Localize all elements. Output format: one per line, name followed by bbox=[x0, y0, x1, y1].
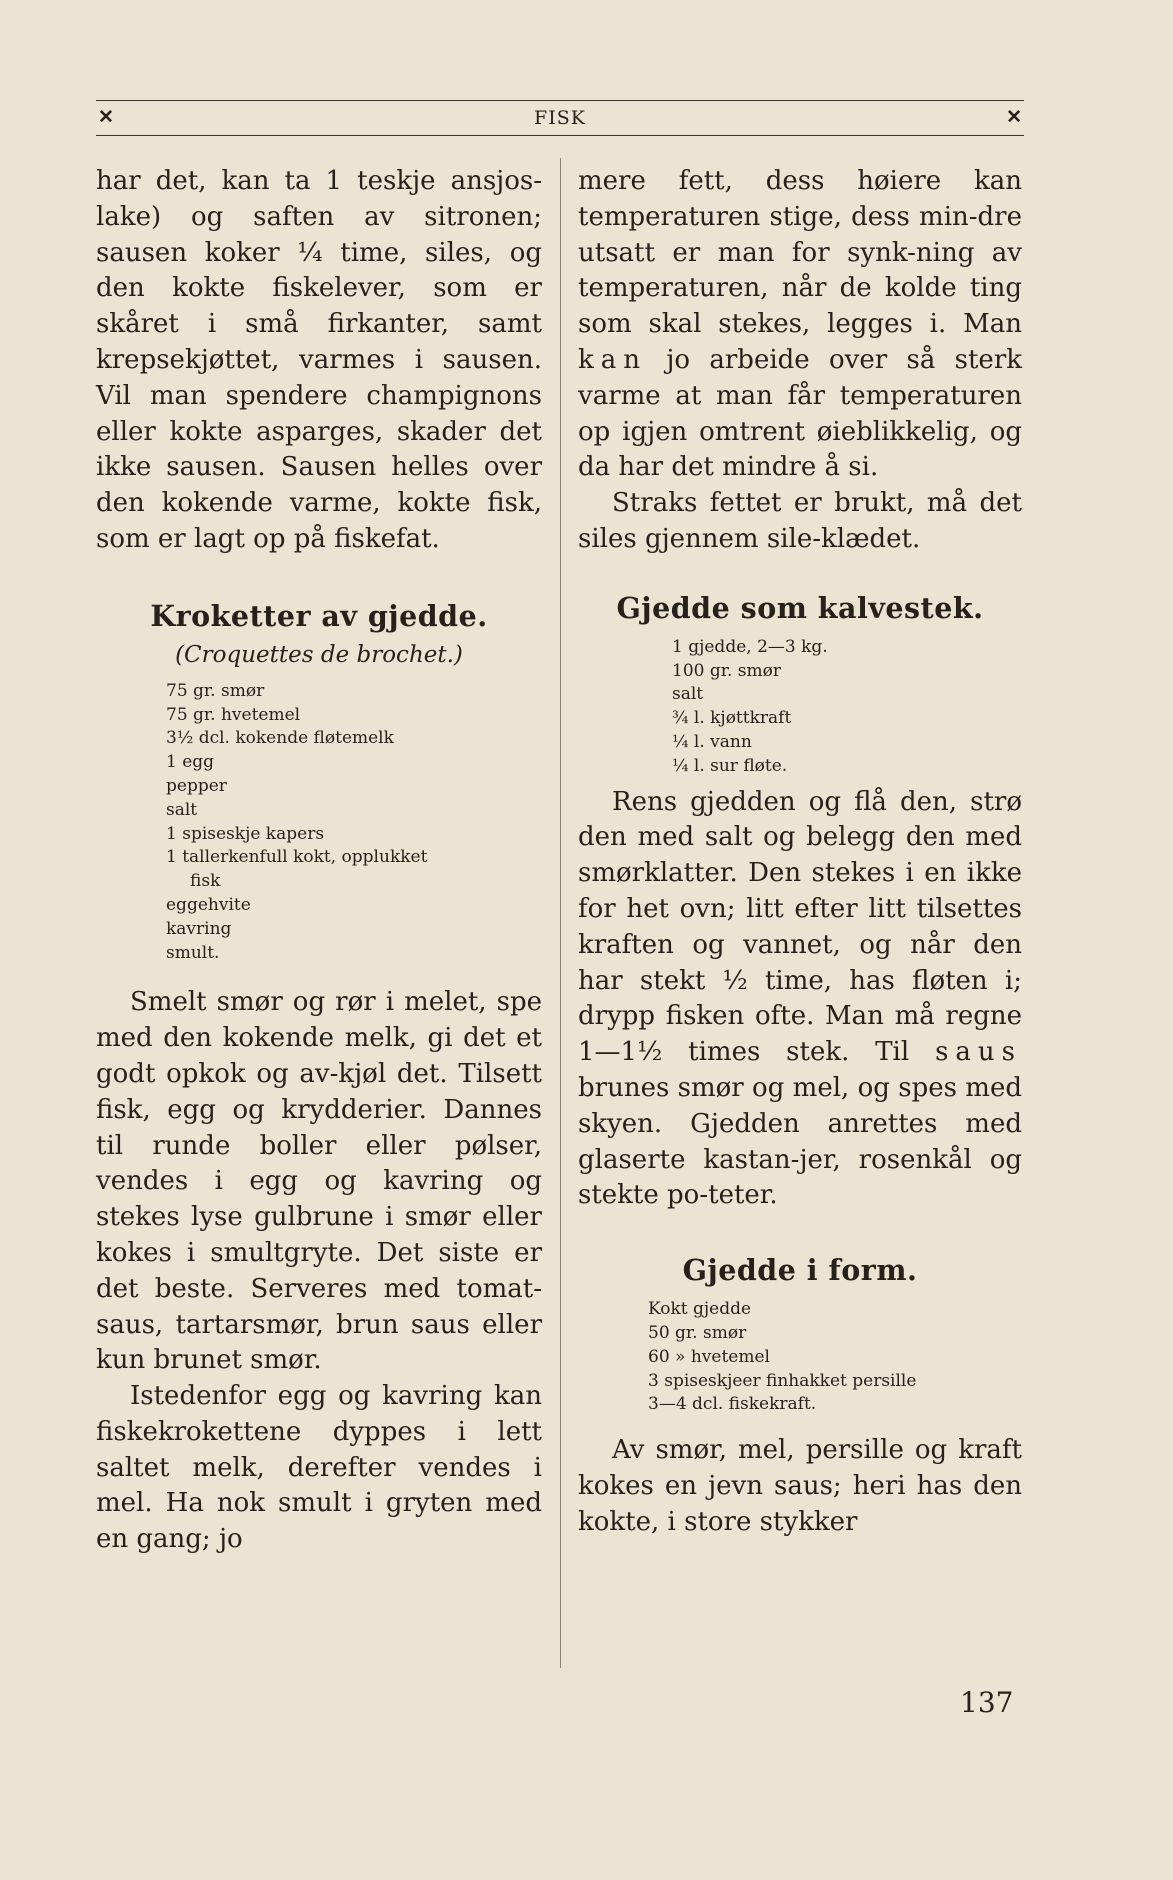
ingredient-item: 1 tallerkenfull kokt, opplukket bbox=[166, 847, 428, 868]
ingredient-item: 1 egg bbox=[166, 752, 215, 773]
ingredient-item: 3 spiseskjeer finhakket persille bbox=[648, 1370, 917, 1391]
method-paragraph-kroketter-2: Istedenfor egg og kavring kan fiskekrokettene dyppes i lett saltet melk, derefter vendes i mel. Ha nok smult i gryten med en gang; jo bbox=[96, 1381, 542, 1555]
method-paragraph-kalvestek bbox=[578, 785, 1022, 1215]
ingredient-item: salt bbox=[672, 684, 704, 705]
recipe-title-gjedde-i-form: Gjedde i form. bbox=[682, 1253, 918, 1288]
ornament-left-icon: ✕ bbox=[98, 106, 114, 128]
ingredient-item: Kokt gjedde bbox=[648, 1299, 752, 1320]
ingredient-item: pepper bbox=[166, 775, 227, 796]
page-number: 137 bbox=[960, 1686, 1014, 1719]
column-divider bbox=[560, 158, 561, 1668]
ingredient-item: ¼ l. sur fløte. bbox=[672, 755, 788, 776]
ingredient-list-kroketter bbox=[166, 680, 542, 966]
running-header bbox=[96, 100, 1024, 136]
recipe-title-kroketter: Kroketter av gjedde. bbox=[150, 598, 488, 633]
right-column bbox=[578, 164, 1022, 1540]
recipe-title-kalvestek: Gjedde som kalvestek. bbox=[616, 590, 984, 625]
ingredient-item: 1 spiseskje kapers bbox=[166, 823, 325, 844]
ingredient-item: salt bbox=[166, 799, 198, 820]
ingredient-item: ¾ l. kjøttkraft bbox=[672, 708, 792, 729]
ingredient-item: 50 gr. smør bbox=[648, 1322, 747, 1343]
ingredient-item: fisk bbox=[190, 871, 221, 892]
emphasis-kan: kan bbox=[578, 344, 648, 375]
ingredient-item: 60 » hvetemel bbox=[648, 1346, 770, 1367]
ingredient-item: 3—4 dcl. fiskekraft. bbox=[648, 1394, 817, 1415]
continued-text: mere fett, dess høiere kan temperaturen stige, dess min-dre utsatt er man for synk-ning av temperaturen, når de kolde ting som skal stekes, legges i. Man bbox=[578, 166, 1022, 340]
ornament-right-icon: ✕ bbox=[1006, 106, 1022, 128]
recipe-subtitle-croquettes: (Croquettes de brochet.) bbox=[175, 641, 463, 668]
continued-text-2: jo arbeide over så sterk varme at man får temperaturen op igjen omtrent øieblikkelig, og da har det mindre å si. bbox=[578, 344, 1022, 483]
ingredient-item: 1 gjedde, 2—3 kg. bbox=[672, 636, 828, 657]
method-text-b: brunes smør og mel, og spes med skyen. Gjedden anrettes med glaserte kastan-jer, rosenkål og stekte po-teter. bbox=[578, 1072, 1022, 1211]
ingredient-list-kalvestek bbox=[672, 636, 1022, 779]
continued-paragraph-2: Straks fettet er brukt, må det siles gjennem sile-klædet. bbox=[578, 488, 1022, 554]
ingredient-item: 75 gr. smør bbox=[166, 680, 265, 701]
method-paragraph-gjedde-i-form: Av smør, mel, persille og kraft kokes en jevn saus; heri has den kokte, i store stykker bbox=[578, 1435, 1022, 1537]
continued-paragraph bbox=[578, 164, 1022, 486]
header-title: FISK bbox=[534, 107, 586, 129]
method-text-a: Rens gjedden og flå den, strø den med salt og belegg den med smørklatter. Den stekes i en ikke for het ovn; litt efter litt tilsettes kraften og vannet, og når den har stekt ½ time, has fløten i; drypp fisken ofte. Man må regne 1—1½ times stek. Til bbox=[578, 786, 1022, 1068]
emphasis-saus: saus bbox=[935, 1037, 1023, 1068]
ingredient-list-gjedde-i-form bbox=[648, 1298, 1022, 1417]
ingredient-item: kavring bbox=[166, 918, 232, 939]
ingredient-item: eggehvite bbox=[166, 894, 251, 915]
ingredient-item: 75 gr. hvetemel bbox=[166, 704, 301, 725]
ingredient-item: ¼ l. vann bbox=[672, 731, 752, 752]
intro-paragraph: har det, kan ta 1 teskje ansjos-lake) og saften av sitronen; sausen koker ¼ time, siles, og den kokte fiskelever, som er skåret i små firkanter, samt krepsekjøttet, varmes i sausen. Vil man spendere champignons eller kokte asparges, skader det ikke sausen. Sausen helles over den kokende varme, kokte fisk, som er lagt op på fiskefat. bbox=[96, 166, 542, 554]
ingredient-item: 100 gr. smør bbox=[672, 660, 782, 681]
method-paragraph-kroketter: Smelt smør og rør i melet, spe med den kokende melk, gi det et godt opkok og av-kjøl det. Tilsett fisk, egg og krydderier. Dannes til runde boller eller pølser, vendes i egg og kavring og stekes lyse gulbrune i smør eller kokes i smultgryte. Det siste er det beste. Serveres med tomat-saus, tartarsmør, brun saus eller kun brunet smør. bbox=[96, 987, 542, 1376]
ingredient-item: 3½ dcl. kokende fløtemelk bbox=[166, 728, 394, 749]
left-column bbox=[96, 164, 542, 1558]
ingredient-item: smult. bbox=[166, 942, 220, 963]
